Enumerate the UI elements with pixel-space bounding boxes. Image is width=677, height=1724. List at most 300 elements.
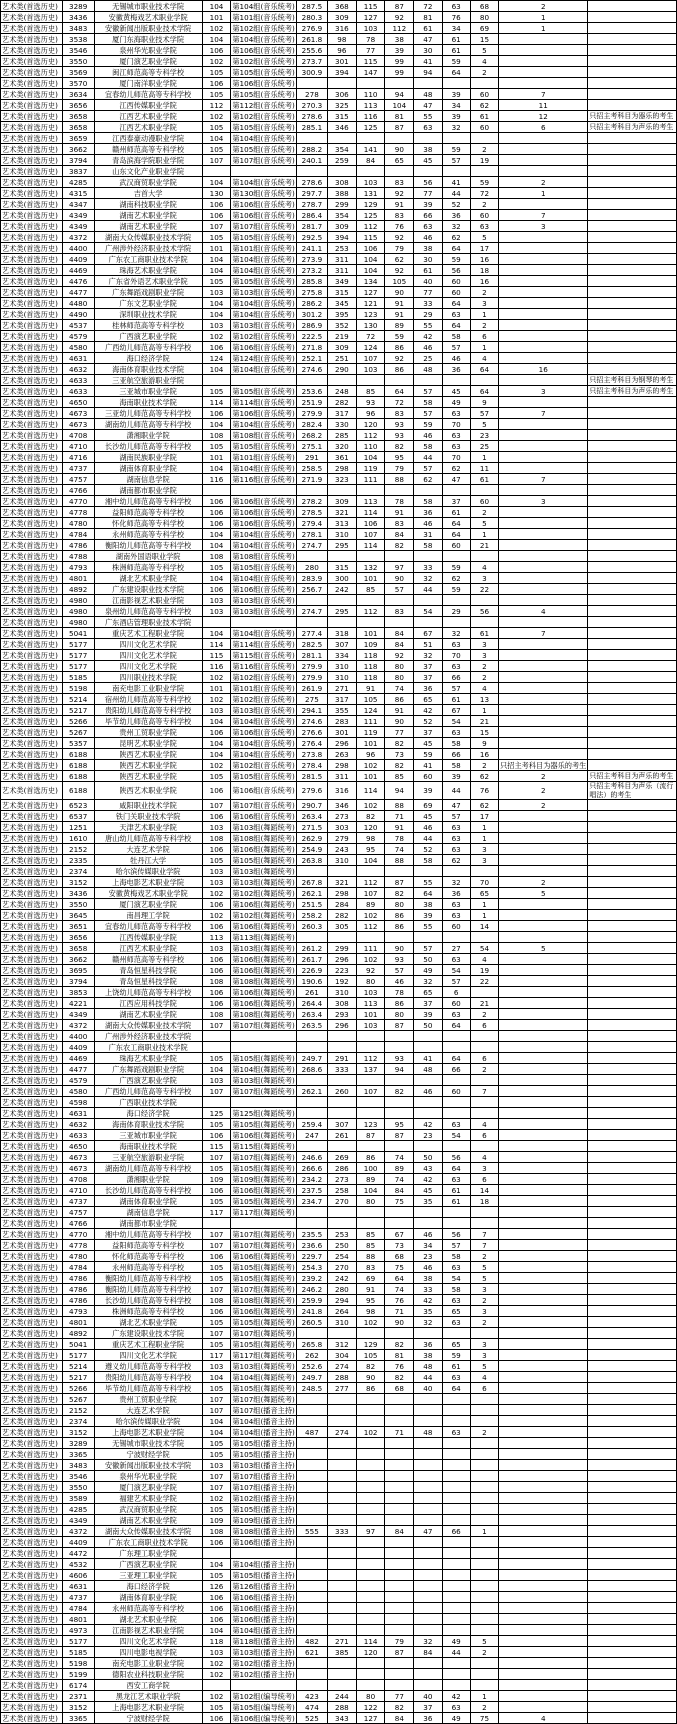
- score-b-cell: 116: [356, 111, 385, 122]
- min-score-cell: 261.7: [296, 954, 327, 965]
- score-c-cell: 90: [385, 1317, 414, 1328]
- group-name-cell: 第106组(音乐统考): [232, 342, 295, 352]
- school-code-cell: 4606: [62, 1570, 94, 1581]
- min-score-cell: 275.8: [296, 287, 327, 298]
- group-name-cell: 第104组(音乐统考): [232, 540, 295, 550]
- table-row: [1, 45, 677, 56]
- min-score-cell: 286.4: [296, 210, 327, 221]
- category-cell: 艺术类(首选历史): [1, 1053, 63, 1064]
- table-row: [1, 1680, 677, 1691]
- school-code-cell: 4409: [62, 254, 94, 265]
- category-cell: 艺术类(首选历史): [1, 1383, 63, 1394]
- score-b-cell: 98: [356, 833, 385, 844]
- score-g-cell: [499, 1460, 588, 1471]
- table-row: [1, 771, 677, 782]
- note-cell: [588, 1526, 677, 1537]
- min-score-cell: 237.5: [296, 1185, 327, 1196]
- score-g-cell: 1: [499, 188, 588, 199]
- category-cell: 艺术类(首选历史): [1, 232, 63, 243]
- score-b-cell: 134: [356, 276, 385, 287]
- score-f-cell: 60: [470, 496, 498, 507]
- category-cell: 艺术类(首选历史): [1, 221, 63, 232]
- score-e-cell: 56: [442, 265, 470, 276]
- group-name-cell: [231, 166, 296, 177]
- score-f-cell: 1: [470, 452, 498, 463]
- min-score-cell: 252.6: [296, 1361, 327, 1372]
- table-row: [1, 12, 677, 23]
- category-cell: 艺术类(首选历史): [1, 1251, 63, 1262]
- score-d-cell: 30: [414, 254, 442, 265]
- group-name-cell: 第104组(舞蹈统考): [232, 1064, 295, 1074]
- school-code-cell: 3365: [62, 1713, 94, 1724]
- score-f-cell: 56: [470, 606, 498, 617]
- score-a-cell: 263: [328, 749, 357, 760]
- score-b-cell: [356, 1108, 385, 1119]
- school-name-cell: 怀化师范高等专科学校: [94, 1251, 202, 1262]
- school-code-cell: 4780: [62, 1251, 94, 1262]
- score-f-cell: 1: [470, 529, 498, 540]
- school-name-cell: 贵阳幼儿师范高等专科学校: [94, 1372, 202, 1383]
- school-code-cell: 4650: [62, 397, 94, 408]
- score-b-cell: 85: [356, 386, 385, 397]
- school-name-cell: 湖北艺术职业学院: [94, 1317, 202, 1328]
- note-cell: [588, 1482, 677, 1493]
- score-g-cell: 3: [499, 496, 588, 507]
- min-score-cell: [296, 1405, 327, 1416]
- school-name-cell: 昆明艺术职业学院: [94, 738, 202, 749]
- score-b-cell: 98: [356, 1306, 385, 1317]
- score-f-cell: 57: [470, 408, 498, 419]
- score-b-cell: 113: [356, 496, 385, 507]
- group-code-cell: 105: [202, 1383, 231, 1394]
- group-code-cell: [202, 1031, 231, 1042]
- school-code-cell: 4780: [62, 518, 94, 529]
- score-g-cell: [499, 1394, 588, 1405]
- score-f-cell: 6: [470, 331, 498, 342]
- school-code-cell: 3794: [62, 976, 94, 987]
- score-f-cell: [470, 1592, 498, 1603]
- score-g-cell: [499, 320, 588, 331]
- score-d-cell: [414, 1625, 442, 1636]
- school-code-cell: 5177: [62, 661, 94, 672]
- note-cell: [588, 353, 677, 364]
- score-b-cell: 101: [356, 573, 385, 584]
- score-b-cell: [356, 1603, 385, 1614]
- score-d-cell: 56: [414, 177, 442, 188]
- score-d-cell: [414, 1548, 442, 1559]
- table-row: [1, 232, 677, 243]
- school-code-cell: 4793: [62, 562, 94, 573]
- group-code-cell: 105: [202, 89, 231, 100]
- score-d-cell: 60: [414, 771, 442, 782]
- score-c-cell: [385, 1328, 414, 1339]
- category-cell: 艺术类(首选历史): [1, 1702, 63, 1713]
- score-c-cell: [385, 1097, 414, 1108]
- score-g-cell: [499, 1691, 588, 1702]
- score-a-cell: 242: [328, 584, 357, 595]
- min-score-cell: 268.2: [296, 430, 327, 441]
- score-f-cell: 1: [470, 899, 498, 910]
- score-c-cell: [385, 133, 414, 144]
- min-score-cell: 264.4: [296, 998, 327, 1009]
- score-d-cell: 48: [414, 364, 442, 375]
- score-f-cell: [470, 1570, 498, 1581]
- score-d-cell: 77: [414, 287, 442, 298]
- score-a-cell: 271: [328, 683, 357, 694]
- group-code-cell: 104: [202, 628, 231, 639]
- min-score-cell: [296, 1218, 327, 1229]
- note-cell: [588, 1691, 677, 1702]
- group-code-cell: 104: [202, 34, 231, 45]
- min-score-cell: 287.5: [296, 1, 327, 12]
- school-code-cell: 5185: [62, 1647, 94, 1658]
- school-code-cell: 4409: [62, 1042, 94, 1053]
- score-f-cell: 75: [470, 1713, 498, 1724]
- score-g-cell: [499, 1636, 588, 1647]
- score-f-cell: 15: [470, 34, 498, 45]
- score-a-cell: 310: [328, 1317, 357, 1328]
- school-name-cell: 四川职业技术学院: [94, 672, 202, 683]
- group-name-cell: 第109组(舞蹈统考): [232, 1174, 295, 1184]
- group-code-cell: 105: [202, 1339, 231, 1350]
- score-g-cell: [499, 1262, 588, 1273]
- score-a-cell: 317: [328, 408, 357, 419]
- table-row: [1, 1152, 677, 1163]
- score-b-cell: 120: [356, 822, 385, 833]
- score-g-cell: 7: [499, 408, 588, 419]
- score-c-cell: 84: [385, 639, 414, 650]
- score-b-cell: [356, 1581, 385, 1592]
- score-g-cell: 16: [499, 364, 588, 375]
- score-c-cell: [385, 1207, 414, 1218]
- score-e-cell: 63: [442, 954, 470, 965]
- score-d-cell: 33: [414, 562, 442, 573]
- score-g-cell: [499, 1273, 588, 1284]
- group-name-cell: 第125组(舞蹈统考): [232, 1108, 295, 1118]
- score-a-cell: 354: [328, 210, 357, 221]
- score-g-cell: [499, 441, 588, 452]
- school-code-cell: 4580: [62, 342, 94, 353]
- score-c-cell: 105: [385, 276, 414, 287]
- score-d-cell: 40: [414, 1691, 442, 1702]
- score-b-cell: 86: [356, 1152, 385, 1163]
- score-f-cell: 16: [470, 749, 498, 760]
- score-e-cell: 60: [442, 276, 470, 287]
- score-d-cell: 40: [414, 276, 442, 287]
- score-a-cell: [328, 1548, 357, 1559]
- score-e-cell: 36: [442, 888, 470, 899]
- note-cell: [588, 683, 677, 694]
- score-b-cell: [356, 485, 385, 496]
- score-d-cell: 55: [414, 877, 442, 888]
- score-a-cell: 261: [328, 1130, 357, 1141]
- table-row: [1, 595, 677, 606]
- group-code-cell: 105: [202, 144, 231, 155]
- group-name-cell: 第103组(音乐统考): [232, 705, 295, 715]
- score-g-cell: [499, 822, 588, 833]
- school-name-cell: 广东农工商职业技术学院: [94, 254, 202, 265]
- table-row: [1, 298, 677, 309]
- score-a-cell: 273: [328, 1174, 357, 1185]
- note-cell: [588, 998, 677, 1009]
- group-code-cell: 107: [202, 221, 231, 232]
- school-name-cell: 四川文化艺术学院: [94, 650, 202, 661]
- score-g-cell: [499, 1548, 588, 1559]
- note-cell: [588, 844, 677, 855]
- score-d-cell: 59: [414, 419, 442, 430]
- group-name-cell: 第109组(播音主持): [232, 1515, 295, 1525]
- score-b-cell: 112: [356, 606, 385, 617]
- score-f-cell: 17: [470, 243, 498, 254]
- group-name-cell: 第108组(舞蹈统考): [232, 976, 295, 986]
- score-g-cell: [499, 1570, 588, 1581]
- group-name-cell: 第101组(音乐统考): [232, 243, 295, 253]
- score-b-cell: 119: [356, 727, 385, 738]
- score-d-cell: 72: [414, 1, 442, 12]
- group-code-cell: 104: [202, 738, 231, 749]
- school-name-cell: 海南职业技术学院: [94, 397, 202, 408]
- table-row: [1, 749, 677, 760]
- school-code-cell: 3659: [62, 133, 94, 144]
- note-cell: [588, 1097, 677, 1108]
- note-cell: [588, 1504, 677, 1515]
- score-c-cell: [385, 1031, 414, 1042]
- category-cell: 艺术类(首选历史): [1, 628, 63, 639]
- min-score-cell: 278.1: [296, 529, 327, 540]
- score-c-cell: 92: [385, 12, 414, 23]
- score-a-cell: 291: [328, 1053, 357, 1064]
- group-name-cell: 第106组(音乐统考): [232, 727, 295, 737]
- group-name-cell: 第102组(播音主持): [232, 1493, 295, 1503]
- group-code-cell: 103: [202, 866, 231, 877]
- school-code-cell: 4737: [62, 1196, 94, 1207]
- school-code-cell: 3152: [62, 1702, 94, 1713]
- min-score-cell: 265.8: [296, 1339, 327, 1350]
- school-code-cell: 4221: [62, 998, 94, 1009]
- score-g-cell: [499, 254, 588, 265]
- school-name-cell: 永州师范高等专科学校: [94, 1262, 202, 1273]
- group-name-cell: 第102组(编导统考): [232, 1691, 295, 1701]
- score-e-cell: [442, 1042, 470, 1053]
- school-name-cell: 南充电影工业职业学院: [94, 683, 202, 694]
- score-e-cell: 57: [442, 155, 470, 166]
- category-cell: 艺术类(首选历史): [1, 672, 63, 683]
- group-name-cell: 第101组(音乐统考): [232, 683, 295, 693]
- school-code-cell: 4409: [62, 1537, 94, 1548]
- score-a-cell: 311: [328, 254, 357, 265]
- score-g-cell: [499, 78, 588, 89]
- note-cell: [588, 1592, 677, 1603]
- category-cell: 艺术类(首选历史): [1, 1163, 63, 1174]
- group-name-cell: 第114组(音乐统考): [232, 639, 295, 649]
- school-code-cell: 4490: [62, 309, 94, 320]
- category-cell: 艺术类(首选历史): [1, 1669, 63, 1680]
- table-row: [1, 496, 677, 507]
- score-e-cell: [442, 1405, 470, 1416]
- group-name-cell: 第105组(音乐统考): [232, 144, 295, 154]
- score-c-cell: 84: [385, 529, 414, 540]
- score-e-cell: 66: [442, 1064, 470, 1075]
- group-code-cell: 105: [202, 122, 231, 133]
- score-c-cell: [385, 1438, 414, 1449]
- group-code-cell: 106: [202, 954, 231, 965]
- group-name-cell: 第104组(音乐统考): [232, 463, 295, 473]
- score-b-cell: 91: [356, 1284, 385, 1295]
- category-cell: 艺术类(首选历史): [1, 606, 63, 617]
- group-code-cell: 107: [202, 1152, 231, 1163]
- score-e-cell: 29: [442, 606, 470, 617]
- score-g-cell: [499, 309, 588, 320]
- score-f-cell: 68: [470, 1, 498, 12]
- score-e-cell: 63: [442, 1295, 470, 1306]
- score-e-cell: 64: [442, 518, 470, 529]
- score-g-cell: [499, 1383, 588, 1394]
- group-code-cell: 107: [202, 1240, 231, 1251]
- score-g-cell: [499, 1603, 588, 1614]
- score-c-cell: 97: [385, 562, 414, 573]
- category-cell: 艺术类(首选历史): [1, 888, 63, 899]
- score-d-cell: 36: [414, 507, 442, 518]
- score-d-cell: [414, 551, 442, 562]
- score-c-cell: [385, 1537, 414, 1548]
- category-cell: 艺术类(首选历史): [1, 1658, 63, 1669]
- score-b-cell: 112: [356, 430, 385, 441]
- score-e-cell: 59: [442, 254, 470, 265]
- score-d-cell: 50: [414, 954, 442, 965]
- group-code-cell: 107: [202, 1328, 231, 1339]
- note-cell: [588, 210, 677, 221]
- score-g-cell: [499, 463, 588, 474]
- table-row: [1, 419, 677, 430]
- category-cell: 艺术类(首选历史): [1, 1515, 63, 1526]
- school-code-cell: 3289: [62, 1, 94, 12]
- table-row: [1, 1438, 677, 1449]
- school-code-cell: 5214: [62, 1361, 94, 1372]
- group-name-cell: 第103组(舞蹈统考): [232, 866, 295, 876]
- school-name-cell: 广东农工商职业技术学院: [94, 1042, 202, 1053]
- score-f-cell: [470, 1493, 498, 1504]
- score-b-cell: 114: [356, 782, 385, 800]
- note-cell: [588, 320, 677, 331]
- table-row: [1, 56, 677, 67]
- score-a-cell: 343: [328, 1713, 357, 1724]
- score-g-cell: 2: [499, 1, 588, 12]
- score-b-cell: 86: [356, 1383, 385, 1394]
- score-c-cell: 79: [385, 463, 414, 474]
- category-cell: 艺术类(首选历史): [1, 375, 63, 386]
- score-d-cell: 32: [414, 976, 442, 987]
- score-f-cell: [470, 1471, 498, 1482]
- score-e-cell: [442, 1614, 470, 1625]
- school-name-cell: 宿州幼儿师范高等专科学校: [94, 694, 202, 705]
- score-b-cell: 127: [356, 12, 385, 23]
- school-code-cell: 3365: [62, 1449, 94, 1460]
- score-a-cell: 298: [328, 888, 357, 899]
- category-cell: 艺术类(首选历史): [1, 1614, 63, 1625]
- score-d-cell: 50: [414, 1020, 442, 1031]
- note-cell: [588, 1130, 677, 1141]
- table-row: [1, 1306, 677, 1317]
- score-a-cell: 310: [328, 661, 357, 672]
- group-code-cell: 130: [202, 188, 231, 199]
- score-a-cell: 313: [328, 518, 357, 529]
- school-code-cell: 3483: [62, 1460, 94, 1471]
- school-code-cell: 3289: [62, 1438, 94, 1449]
- score-a-cell: 254: [328, 1251, 357, 1262]
- table-row: [1, 1416, 677, 1427]
- score-a-cell: [328, 1515, 357, 1526]
- score-a-cell: [328, 1405, 357, 1416]
- score-a-cell: [328, 78, 357, 89]
- note-cell: [588, 1559, 677, 1570]
- category-cell: 艺术类(首选历史): [1, 265, 63, 276]
- school-code-cell: 4579: [62, 1075, 94, 1086]
- category-cell: 艺术类(首选历史): [1, 811, 63, 822]
- table-row: [1, 760, 677, 771]
- score-f-cell: [470, 1097, 498, 1108]
- category-cell: 艺术类(首选历史): [1, 716, 63, 727]
- score-a-cell: 345: [328, 298, 357, 309]
- category-cell: 艺术类(首选历史): [1, 1031, 63, 1042]
- score-b-cell: [356, 1394, 385, 1405]
- note-cell: [588, 1383, 677, 1394]
- score-e-cell: 63: [442, 899, 470, 910]
- score-c-cell: 91: [385, 309, 414, 320]
- note-cell: [588, 408, 677, 419]
- table-row: [1, 1339, 677, 1350]
- table-row: [1, 100, 677, 111]
- score-e-cell: 62: [442, 232, 470, 243]
- group-name-cell: 第103组(舞蹈统考): [232, 822, 295, 832]
- group-name-cell: 第106组(音乐统考): [232, 199, 295, 209]
- min-score-cell: [296, 1537, 327, 1548]
- category-cell: 艺术类(首选历史): [1, 78, 63, 89]
- group-name-cell: 第103组(音乐统考): [232, 320, 295, 330]
- score-f-cell: [470, 1328, 498, 1339]
- min-score-cell: 279.9: [296, 408, 327, 419]
- score-a-cell: 223: [328, 965, 357, 976]
- score-e-cell: [442, 1570, 470, 1581]
- school-name-cell: 广州涉外经济职业技术学院: [94, 1031, 202, 1042]
- score-e-cell: 66: [442, 1526, 470, 1537]
- score-a-cell: 303: [328, 822, 357, 833]
- school-name-cell: 陕西艺术职业学院: [94, 749, 202, 760]
- note-cell: [588, 1152, 677, 1163]
- table-row: [1, 353, 677, 364]
- score-e-cell: 63: [442, 408, 470, 419]
- category-cell: 艺术类(首选历史): [1, 430, 63, 441]
- group-code-cell: 106: [202, 727, 231, 738]
- score-a-cell: 251: [328, 353, 357, 364]
- group-name-cell: 第107组(音乐统考): [232, 221, 295, 231]
- group-name-cell: 第104组(音乐统考): [232, 628, 295, 638]
- note-cell: [588, 1174, 677, 1185]
- score-d-cell: 37: [414, 661, 442, 672]
- score-e-cell: 58: [442, 1284, 470, 1295]
- group-name-cell: 第102组(音乐统考): [232, 672, 295, 682]
- school-code-cell: 4631: [62, 353, 94, 364]
- score-a-cell: 309: [328, 342, 357, 353]
- note-cell: [588, 888, 677, 899]
- score-c-cell: [385, 1218, 414, 1229]
- group-name-cell: 第105组(音乐统考): [232, 89, 295, 99]
- group-code-cell: 106: [202, 408, 231, 419]
- score-d-cell: 39: [414, 1009, 442, 1020]
- school-name-cell: 江西艺术职业学院: [94, 122, 202, 133]
- min-score-cell: 234.2: [296, 1174, 327, 1185]
- group-code-cell: 103: [202, 943, 231, 954]
- score-a-cell: [328, 1482, 357, 1493]
